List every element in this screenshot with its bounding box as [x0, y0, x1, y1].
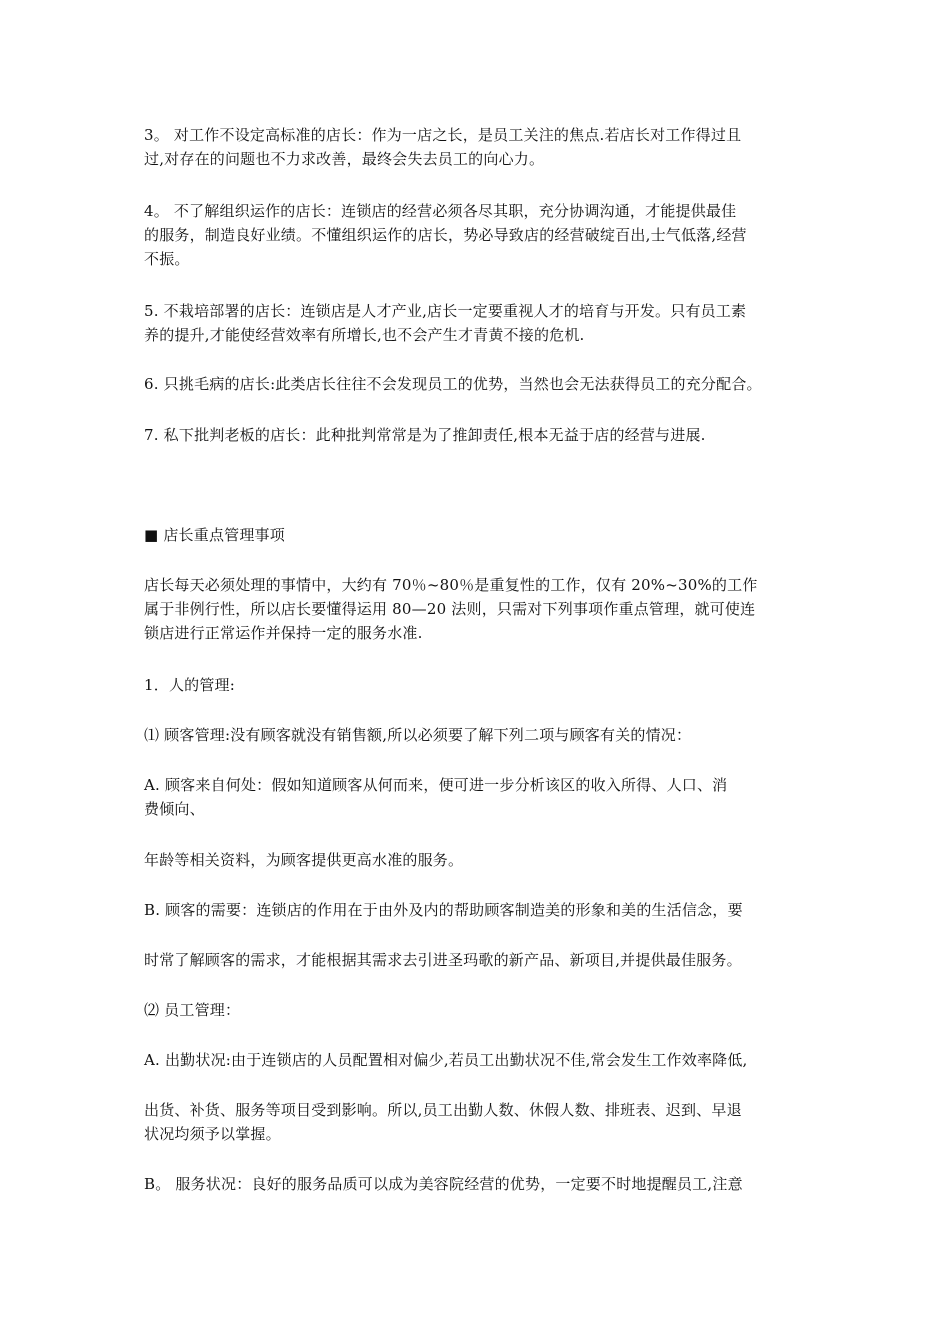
customer-management-heading: ⑴ 顾客管理:没有顾客就没有销售额,所以必须要了解下列二项与顾客有关的情况： — [144, 726, 692, 744]
paragraph-3-line-1: 3。 对工作不设定高标准的店长：作为一店之长，是员工关注的焦点.若店长对工作得过且 — [144, 126, 742, 144]
customer-origin-line-2: 费倾向、 — [144, 800, 205, 818]
service-status-line-1: B。 服务状况：良好的服务品质可以成为美容院经营的优势，一定要不时地提醒员工,注意 — [144, 1175, 743, 1193]
paragraph-3-line-2: 过,对存在的问题也不力求改善，最终会失去员工的向心力。 — [144, 150, 545, 168]
customer-origin-line-3: 年龄等相关资料，为顾客提供更高水准的服务。 — [144, 851, 464, 869]
paragraph-4-line-3: 不振。 — [144, 250, 190, 268]
staff-management-heading: ⑵ 员工管理： — [144, 1001, 241, 1019]
customer-needs-line-1: B. 顾客的需要：连锁店的作用在于由外及内的帮助顾客制造美的形象和美的生活信念，要 — [144, 901, 743, 919]
paragraph-4-line-1: 4。 不了解组织运作的店长：连锁店的经营必须各尽其职，充分协调沟通，才能提供最佳 — [144, 202, 737, 220]
paragraph-5-line-2: 养的提升,才能使经营效率有所增长,也不会产生才青黄不接的危机. — [144, 326, 585, 344]
customer-needs-line-2: 时常了解顾客的需求，才能根据其需求去引进圣玛歌的新产品、新项目,并提供最佳服务。 — [144, 951, 742, 969]
intro-line-3: 锁店进行正常运作并保持一定的服务水准. — [144, 624, 423, 642]
section-heading: ■ 店长重点管理事项 — [144, 526, 285, 544]
attendance-line-2: 出货、补货、服务等项目受到影响。所以,员工出勤人数、休假人数、排班表、迟到、早退 — [144, 1101, 742, 1119]
attendance-line-1: A. 出勤状况:由于连锁店的人员配置相对偏少,若员工出勤状况不佳,常会发生工作效率降低, — [144, 1051, 748, 1069]
intro-line-2: 属于非例行性，所以店长要懂得运用 80—20 法则，只需对下列事项作重点管理，就可使连 — [144, 600, 756, 618]
intro-line-1: 店长每天必须处理的事情中，大约有 70％~80％是重复性的工作，仅有 20%~30%的工作 — [144, 576, 758, 594]
attendance-line-3: 状况均须予以掌握。 — [144, 1125, 281, 1143]
customer-origin-line-1: A. 顾客来自何处：假如知道顾客从何而来，便可进一步分析该区的收入所得、人口、消 — [144, 776, 728, 794]
paragraph-5-line-1: 5. 不栽培部署的店长：连锁店是人才产业,店长一定要重视人才的培育与开发。只有员工素 — [144, 302, 747, 320]
people-management-heading: 1．人的管理: — [144, 676, 235, 694]
paragraph-4-line-2: 的服务，制造良好业绩。不懂组织运作的店长，势必导致店的经营破绽百出,士气低落,经营 — [144, 226, 747, 244]
paragraph-7: 7. 私下批判老板的店长：此种批判常常是为了推卸责任,根本无益于店的经营与进展. — [144, 426, 706, 444]
paragraph-6: 6. 只挑毛病的店长:此类店长往往不会发现员工的优势，当然也会无法获得员工的充分配合。 — [144, 375, 762, 393]
